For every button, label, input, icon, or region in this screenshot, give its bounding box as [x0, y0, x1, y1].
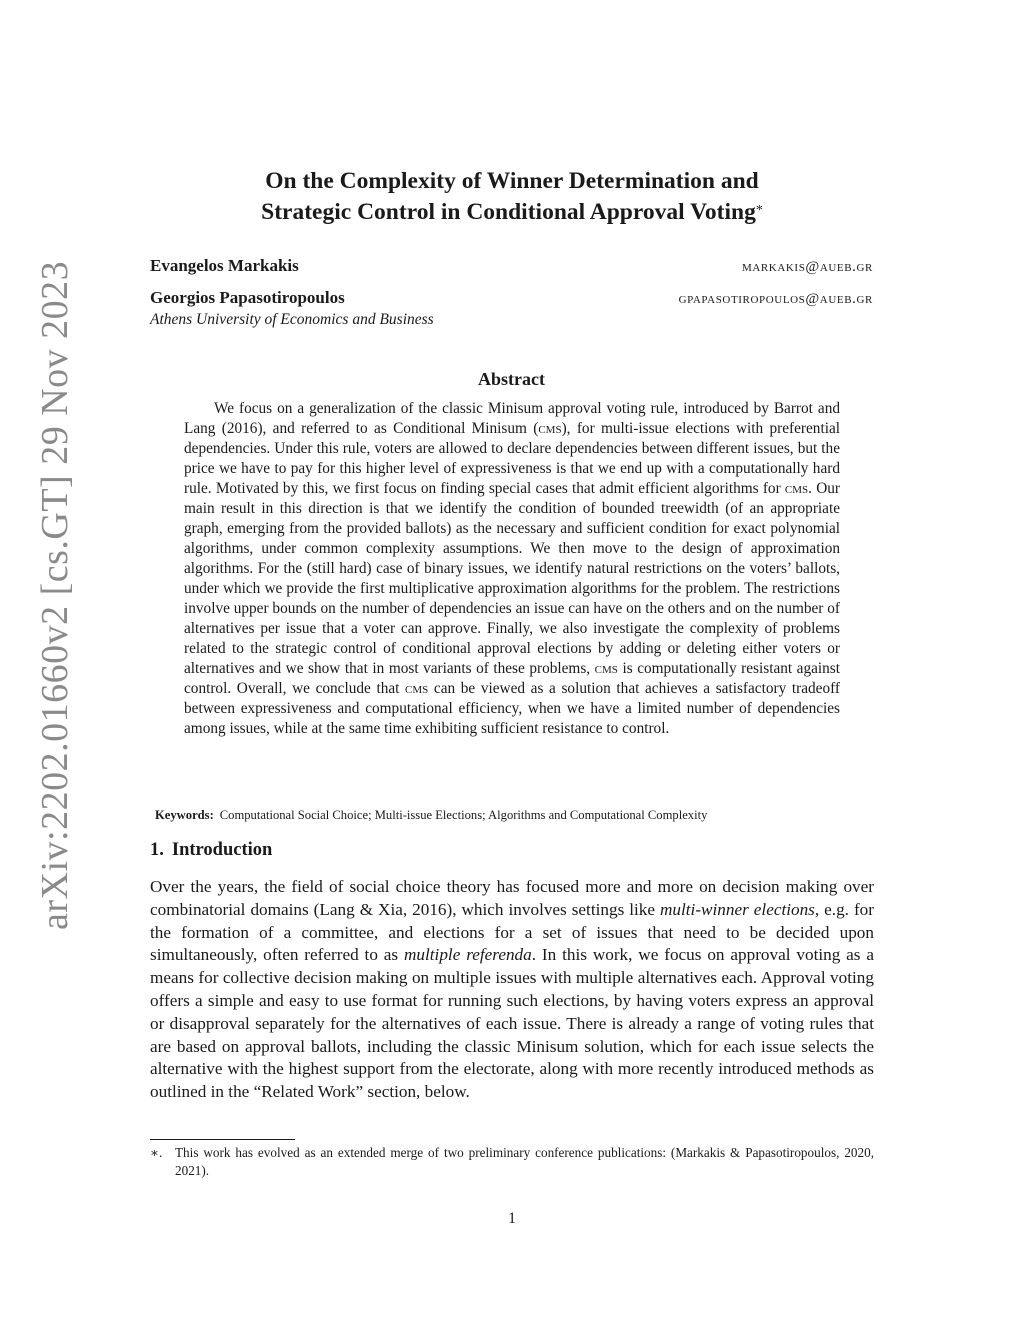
abstract-heading: Abstract — [478, 369, 545, 389]
keywords-text: Computational Social Choice; Multi-issue Elections; Algorithms and Computational Complexity — [219, 808, 708, 822]
intro-text-2: , e.g. for the formation of a committee, and elections for a set of issues that need to be decided upon simultaneously, often referred to as — [150, 899, 874, 965]
abstract-text-3: . Our main result in this direction is that we identify the condition of bounded treewidth (of an appropriate graph, emerging from the provided ballots) as the necessary and sufficient condition for exact polynomial algorithms, under common complexity assumptions. We then move to the design of approximation algorithms. For the (still hard) case of binary issues, we identify natural restrictions on the voters’ ballots, under which we provide the first multiplicative approximation algorithms for the problem. The restrictions involve upper bounds on the number of dependencies an issue can have on the others and on the number of alternatives per issue that a voter can approve. Finally, we also investigate the complexity of problems related to the strategic control of conditional approval elections by adding or deleting either voters or alternatives and we show that in most variants of these problems, — [184, 480, 840, 677]
keywords — [155, 806, 875, 824]
abstract-text-4: is computationally resistant against control. Overall, we conclude that — [184, 660, 840, 697]
abstract-text-1: We focus on a generalization of the classic Minisum approval voting rule, introduced by Barrot and Lang (2016), and referred to as Conditional Minisum ( — [184, 400, 840, 437]
page-number: 1 — [508, 1210, 516, 1227]
intro-text-3: . In this work, we focus on approval voting as a means for collective decision making on multiple issues with multiple alternatives each. Approval voting offers a simple and easy to use format for running such elections, by having voters express an approval or disapproval separately for the alternatives of each issue. There is already a range of voting rules that are based on approval ballots, including the classic Minisum solution, which for each issue selects the alternative with the highest support from the electorate, along with more recently introduced methods as outlined in the “Related Work” section, below. — [150, 945, 874, 1102]
abstract-acronym-cms: cms — [594, 660, 618, 677]
keywords-label: Keywords: — [155, 808, 214, 822]
author-row-1 — [150, 256, 873, 276]
footnote-text: This work has evolved as an extended merge of two preliminary conference publications: (Markakis & Papasotiropoulos, 2020, 2021). — [175, 1145, 874, 1178]
author-email-2: gpapasotiropoulos@aueb.gr — [678, 291, 873, 307]
author-row-2 — [150, 288, 873, 308]
intro-emphasis-multi-winner: multi-winner elections — [660, 899, 815, 919]
abstract-acronym-cms: cms — [784, 480, 809, 497]
paper-title-line-1: On the Complexity of Winner Determination and — [265, 168, 759, 194]
abstract-text-5: can be viewed as a solution that achieves a satisfactory tradeoff between expressiveness and computational efficiency, when we have a limited number of dependencies among issues, while at the same time exhibiting sufficient resistance to control. — [184, 680, 840, 737]
introduction-paragraph — [150, 876, 874, 1104]
abstract-acronym-cms: cms — [405, 680, 429, 697]
paper-title-line-2-text: Strategic Control in Conditional Approval Voting — [261, 199, 756, 225]
affiliation: Athens University of Economics and Business — [150, 311, 434, 328]
footnote-mark: ∗. — [150, 1145, 163, 1160]
abstract-acronym-cms: cms — [538, 420, 562, 437]
section-number: 1. — [150, 840, 164, 860]
footnote-divider — [150, 1139, 295, 1140]
paper-title-line-2 — [150, 197, 874, 228]
paper-title — [150, 166, 874, 228]
intro-emphasis-multiple-referenda: multiple referenda — [404, 945, 532, 965]
footnote — [150, 1144, 874, 1180]
section-title: Introduction — [171, 840, 273, 860]
section-heading-introduction — [150, 840, 272, 861]
author-name-2: Georgios Papasotiropoulos — [150, 288, 345, 307]
abstract-text-2: ), for multi-issue elections with preferential dependencies. Under this rule, voters are allowed to declare dependencies between different issues, but the price we have to pay for this higher level of expressiveness is that we end up with a computationally hard rule. Motivated by this, we first focus on finding special cases that admit efficient algorithms for — [184, 420, 840, 497]
abstract-body — [184, 399, 840, 739]
author-email-1: markakis@aueb.gr — [741, 259, 873, 275]
author-name-1: Evangelos Markakis — [150, 256, 299, 275]
title-footnote-mark: * — [755, 203, 763, 218]
intro-text-1: Over the years, the field of social choice theory has focused more and more on decision making over combinatorial domains (Lang & Xia, 2016), which involves settings like — [150, 877, 874, 919]
arxiv-identifier-text: arXiv:2202.01660v2 [cs.GT] 29 Nov 2023 — [34, 260, 76, 930]
